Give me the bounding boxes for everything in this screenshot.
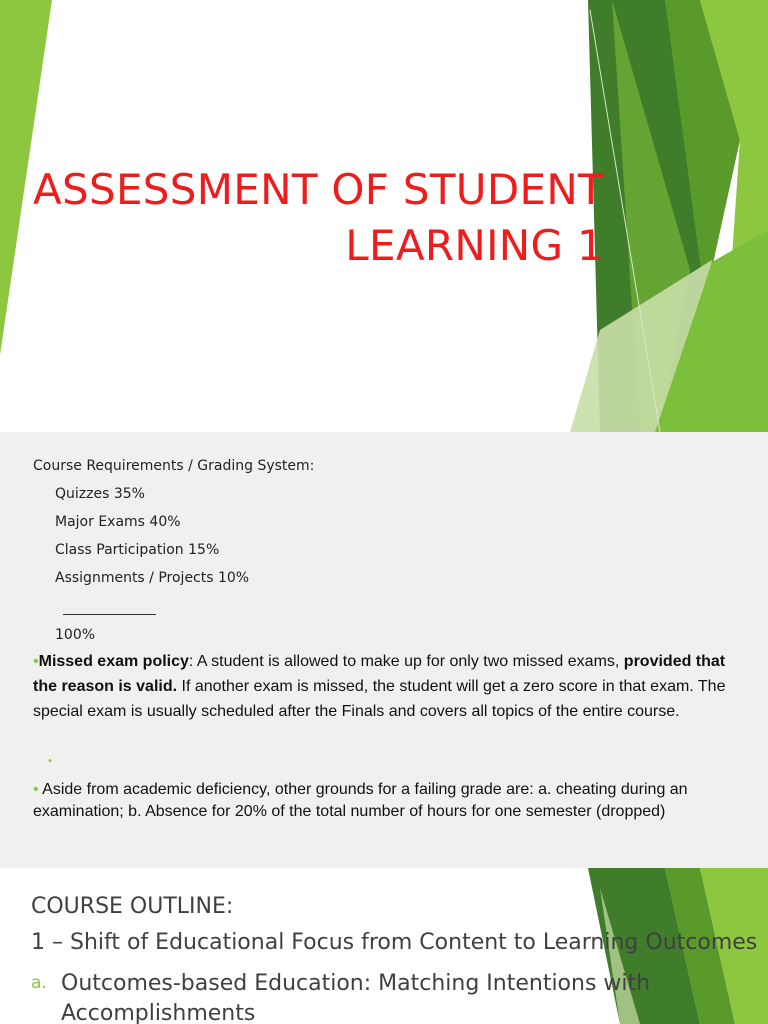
grading-item-major-exams: Major Exams 40% bbox=[55, 514, 181, 530]
course-outline-slide bbox=[0, 868, 768, 1024]
total-divider bbox=[63, 614, 156, 615]
bullet-icon: • bbox=[33, 653, 39, 670]
course-requirements-slide bbox=[0, 432, 768, 868]
grading-item-assignments: Assignments / Projects 10% bbox=[55, 570, 250, 586]
outline-item-a: Outcomes-based Education: Matching Intentions with Accomplishments bbox=[61, 971, 651, 1024]
outline-item-1: 1 – Shift of Educational Focus from Content to Learning Outcomes bbox=[31, 930, 758, 955]
title-line-1: ASSESSMENT OF STUDENT bbox=[33, 165, 604, 214]
missed-exam-policy bbox=[33, 649, 733, 724]
missed-exam-text-1: : A student is allowed to make up for only two missed exams, bbox=[188, 653, 620, 670]
title-slide bbox=[0, 0, 768, 432]
title-line-2: LEARNING 1 bbox=[345, 221, 604, 270]
failing-grade-policy bbox=[33, 779, 733, 823]
slide-title bbox=[33, 162, 604, 274]
empty-bullet-icon: • bbox=[47, 756, 53, 767]
outline-item-a-label: a. bbox=[31, 973, 47, 993]
grading-total: 100% bbox=[55, 627, 96, 643]
grading-item-quizzes: Quizzes 35% bbox=[55, 486, 145, 502]
bullet-icon: • bbox=[33, 781, 43, 798]
grading-item-class-participation: Class Participation 15% bbox=[55, 542, 220, 558]
outline-heading: COURSE OUTLINE: bbox=[31, 894, 234, 919]
grading-heading: Course Requirements / Grading System: bbox=[33, 458, 315, 474]
failing-grade-text: Aside from academic deficiency, other grounds for a failing grade are: a. cheating during an examination; b. Absence for 20% of the total number of hours for one semester (dropped) bbox=[33, 781, 688, 820]
missed-exam-bold-text: provided that the reason is valid. bbox=[33, 653, 726, 695]
missed-exam-text-2: If another exam is missed, the student will get a zero score in that exam. The special exam is usually scheduled after the Finals and covers all topics of the entire course. bbox=[33, 678, 726, 720]
missed-exam-label: Missed exam policy bbox=[38, 653, 189, 670]
